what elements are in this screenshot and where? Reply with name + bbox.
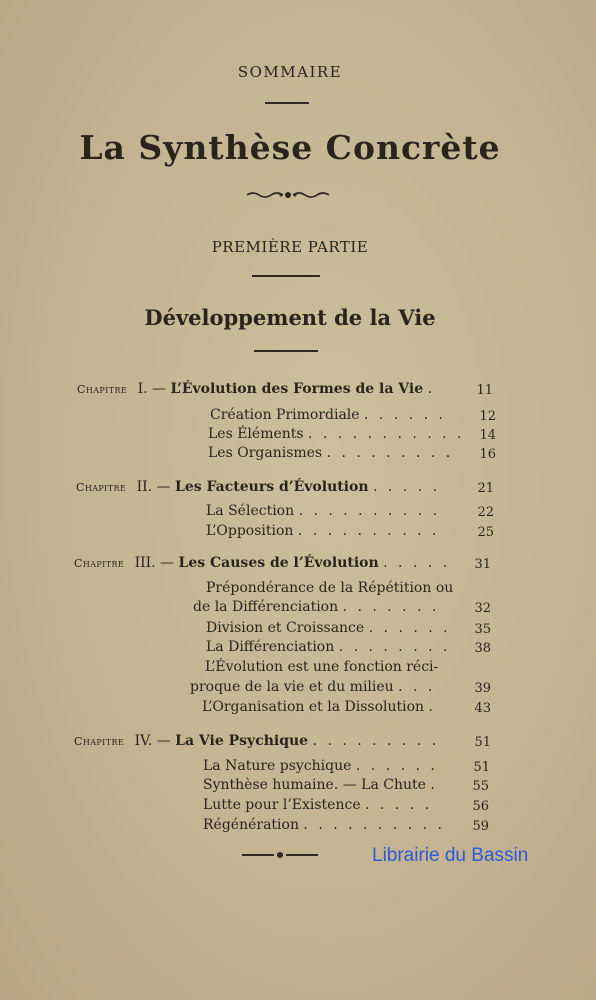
entry-leader-dots: . . . . . . . . . .	[298, 503, 441, 519]
part-heading: PREMIÈRE PARTIE	[211, 238, 369, 256]
chapter-numeral: IV.	[134, 733, 153, 749]
entry-leader-dots: . . . . . .	[368, 620, 451, 636]
section-rule	[254, 350, 318, 352]
entry-text: L’Évolution est une fonction réci-	[205, 659, 439, 675]
entry-leader-dots: . . .	[398, 679, 436, 695]
chapter-label: Chapitre	[76, 481, 127, 494]
chapter-separator: —	[156, 479, 171, 495]
entry-text: Création Primordiale	[210, 407, 360, 423]
toc-entry	[206, 523, 439, 539]
chapter-label: Chapitre	[77, 383, 128, 396]
chapter-leader-dots: . . . . .	[383, 555, 451, 571]
entry-text: Régénération	[203, 817, 299, 833]
toc-entry	[208, 426, 465, 442]
end-ornament	[240, 850, 320, 860]
toc-entry	[203, 797, 432, 813]
chapter-separator: —	[152, 381, 167, 397]
entry-leader-dots: . . . . . . .	[342, 599, 440, 615]
toc-entry	[208, 445, 453, 461]
entry-page: 25	[477, 525, 494, 540]
entry-leader-dots: . . . . . . . . .	[326, 445, 454, 461]
entry-leader-dots: . . . . . .	[364, 407, 446, 423]
entry-text: L’Organisation et la Dissolution	[202, 699, 425, 715]
entry-page: 51	[473, 760, 490, 775]
entry-page: 55	[472, 779, 489, 794]
entry-text: La Différenciation	[206, 639, 335, 655]
bookseller-watermark: Librairie du Bassin	[372, 845, 529, 866]
entry-text: Division et Croissance	[206, 620, 365, 636]
entry-page: 56	[472, 799, 489, 814]
toc-entry	[210, 407, 446, 423]
chapter-separator: —	[160, 555, 175, 571]
sommaire-rule	[265, 102, 309, 104]
entry-text: La Nature psychique	[203, 758, 352, 774]
chapter-label: Chapitre	[74, 735, 125, 748]
chapter-title: Les Causes de l’Évolution	[178, 555, 379, 571]
entry-leader-dots: . . . . . . . .	[338, 639, 451, 655]
entry-text: L’Opposition	[206, 523, 294, 539]
section-heading: Développement de la Vie	[144, 305, 436, 330]
toc-entry	[203, 758, 438, 774]
toc-entry	[202, 699, 436, 715]
chapter-title: L’Évolution des Formes de la Vie	[170, 381, 424, 397]
entry-text: Lutte pour l’Existence	[203, 797, 361, 813]
toc-entry	[193, 599, 439, 615]
toc-entry	[206, 580, 453, 596]
chapter-label: Chapitre	[74, 557, 125, 570]
entry-page: 43	[474, 701, 491, 716]
entry-page: 38	[474, 641, 491, 656]
toc-entry	[206, 503, 440, 519]
sommaire-heading: SOMMAIRE	[237, 63, 343, 81]
chapter-title: La Vie Psychique	[175, 733, 309, 749]
entry-leader-dots: .	[428, 699, 436, 715]
toc-entry	[203, 777, 438, 793]
entry-page: 39	[474, 681, 491, 696]
entry-text: Prépondérance de la Répétition ou	[206, 580, 454, 596]
toc-entry	[190, 679, 435, 695]
chapter-page: 11	[476, 383, 493, 398]
part-rule	[252, 275, 320, 277]
title-ornament	[243, 188, 333, 202]
entry-leader-dots: . . . . . . . . . .	[297, 523, 440, 539]
chapter-numeral: II.	[136, 479, 153, 495]
book-title: La Synthèse Concrète	[79, 128, 501, 167]
entry-text: proque de la vie et du milieu	[190, 679, 394, 695]
entry-page: 22	[477, 505, 494, 520]
entry-page: 32	[474, 601, 491, 616]
entry-leader-dots: . . . . .	[365, 797, 433, 813]
chapter-page: 51	[474, 735, 491, 750]
entry-text: Synthèse humaine. — La Chute	[203, 777, 426, 793]
entry-page: 16	[479, 447, 496, 462]
entry-text: Les Éléments	[208, 426, 304, 442]
chapter-numeral: I.	[137, 381, 148, 397]
chapter-row	[74, 733, 439, 749]
entry-page: 14	[479, 428, 496, 443]
entry-page: 35	[474, 622, 491, 637]
entry-text: de la Différenciation	[193, 599, 339, 615]
chapter-row	[77, 381, 435, 397]
entry-text: La Sélection	[206, 503, 295, 519]
toc-entry	[203, 817, 445, 833]
entry-text: Les Organismes	[208, 445, 323, 461]
chapter-leader-dots: . . . . . . . . .	[312, 733, 440, 749]
entry-leader-dots: . . . . . . . . . .	[303, 817, 445, 833]
entry-leader-dots: . . . . . .	[355, 758, 438, 774]
chapter-separator: —	[156, 733, 171, 749]
entry-page: 59	[472, 819, 489, 834]
entry-leader-dots: .	[430, 777, 438, 793]
chapter-title: Les Facteurs d’Évolution	[175, 479, 369, 495]
chapter-page: 31	[474, 557, 491, 572]
chapter-numeral: III.	[134, 555, 156, 571]
toc-entry	[205, 659, 438, 675]
chapter-page: 21	[477, 481, 494, 496]
toc-entry	[206, 639, 450, 655]
chapter-leader-dots: .	[427, 381, 436, 397]
entry-leader-dots: . . . . . . . . . . .	[308, 426, 465, 442]
chapter-row	[76, 479, 440, 495]
chapter-leader-dots: . . . . .	[373, 479, 441, 495]
toc-entry	[206, 620, 451, 636]
entry-page: 12	[479, 409, 496, 424]
chapter-row	[74, 555, 450, 571]
